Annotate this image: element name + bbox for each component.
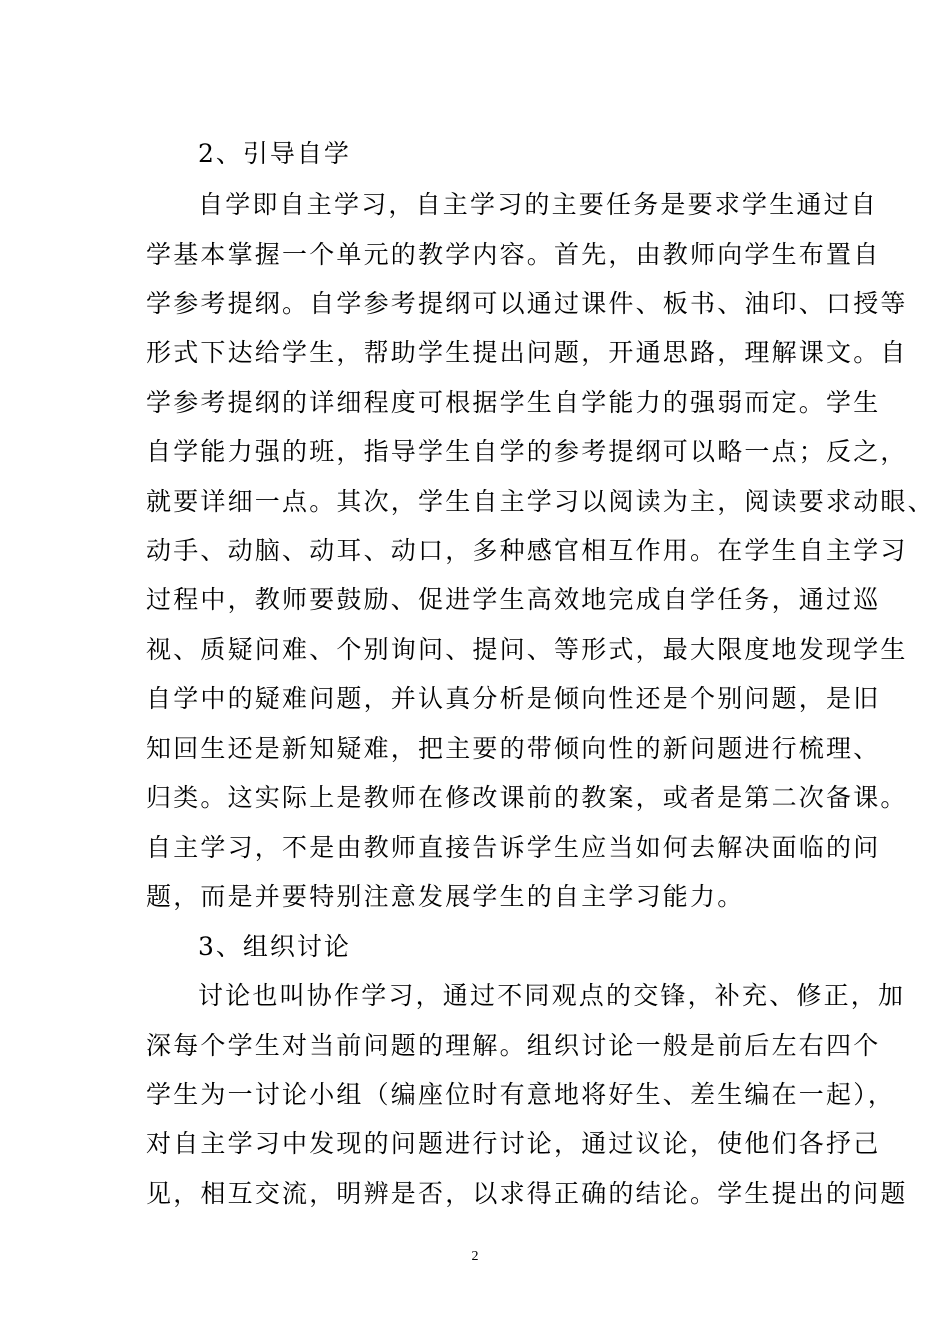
page-number: 2: [471, 1249, 479, 1264]
section-2-line: 自学中的疑难问题，并认真分析是倾向性还是个别问题，是旧: [146, 684, 881, 713]
section-2-line: 视、质疑问难、个别询问、提问、等形式，最大限度地发现学生: [146, 635, 908, 664]
section-2-line: 自学能力强的班，指导学生自学的参考提纲可以略一点；反之，: [146, 437, 908, 466]
section-3-line: 讨论也叫协作学习，通过不同观点的交锋，补充、修正，加: [198, 981, 906, 1010]
section-3-line: 见，相互交流，明辨是否，以求得正确的结论。学生提出的问题: [146, 1179, 908, 1208]
section-2-line: 学基本掌握一个单元的教学内容。首先，由教师向学生布置自: [146, 240, 881, 269]
section-2-line: 题，而是并要特别注意发展学生的自主学习能力。: [146, 882, 745, 911]
section-3-line: 学生为一讨论小组（编座位时有意地将好生、差生编在一起），: [146, 1080, 896, 1109]
section-2-line: 动手、动脑、动耳、动口，多种感官相互作用。在学生自主学习: [146, 536, 908, 565]
section-3-line: 对自主学习中发现的问题进行讨论，通过议论，使他们各抒己: [146, 1129, 881, 1158]
section-2-line: 学参考提纲。自学参考提纲可以通过课件、板书、油印、口授等: [146, 289, 908, 318]
section-2-line: 形式下达给学生，帮助学生提出问题，开通思路，理解课文。自: [146, 338, 908, 367]
section-2-line: 学参考提纲的详细程度可根据学生自学能力的强弱而定。学生: [146, 388, 881, 417]
section-3-line: 深每个学生对当前问题的理解。组织讨论一般是前后左右四个: [146, 1031, 881, 1060]
section-2-line: 归类。这实际上是教师在修改课前的教案，或者是第二次备课。: [146, 783, 908, 812]
section-2-line: 自主学习，不是由教师直接告诉学生应当如何去解决面临的问: [146, 833, 881, 862]
section-2-line: 自学即自主学习，自主学习的主要任务是要求学生通过自: [198, 190, 879, 219]
section-2-line: 就要详细一点。其次，学生自主学习以阅读为主，阅读要求动眼、: [146, 487, 935, 516]
section-2-line: 知回生还是新知疑难，把主要的带倾向性的新问题进行梳理、: [146, 734, 881, 763]
section-2-heading: 2、引导自学: [198, 139, 351, 168]
section-2-line: 过程中，教师要鼓励、促进学生高效地完成自学任务，通过巡: [146, 585, 881, 614]
section-3-heading: 3、组织讨论: [198, 932, 351, 961]
